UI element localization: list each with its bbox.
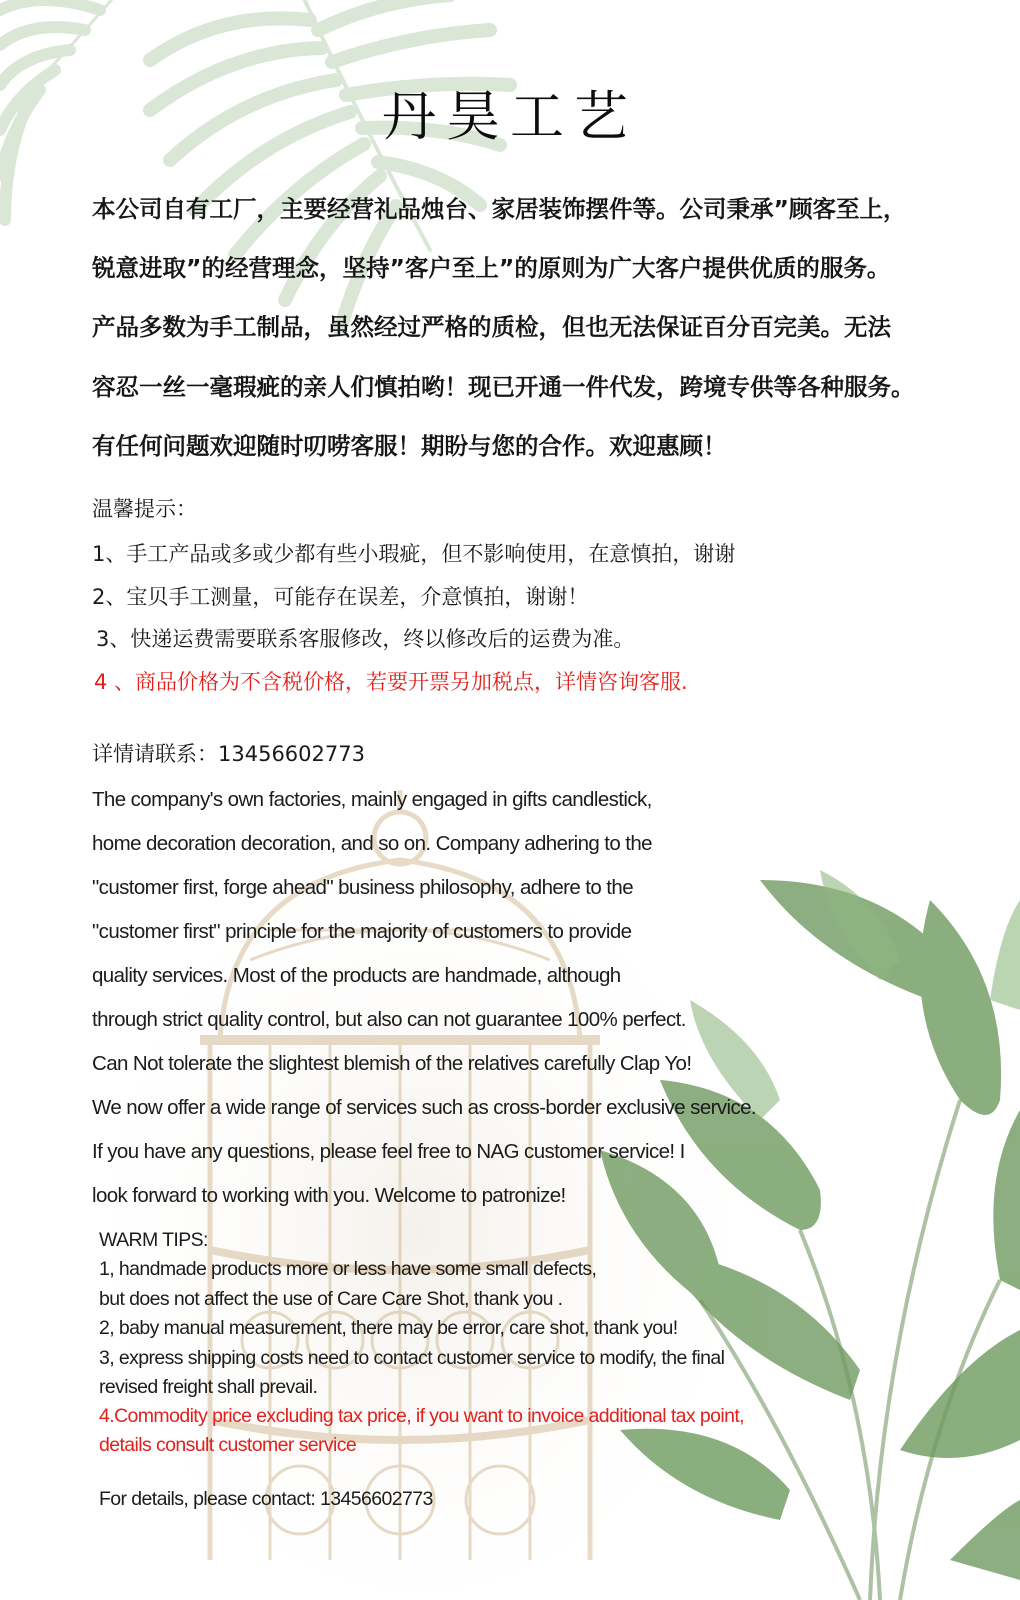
tip-item-1: 1、手工产品或多或少都有些小瑕疵，但不影响使用，在意慎拍，谢谢 <box>92 542 736 566</box>
english-line-6: through strict quality control, but also can not guarantee 100% perfect. <box>92 1008 686 1031</box>
tip-item-3: 3、快递运费需要联系客服修改，终以修改后的运费为准。 <box>96 627 635 651</box>
english-line-5: quality services. Most of the products are handmade, although <box>92 964 621 987</box>
english-tip-line-3: 2, baby manual measurement, there may be error, care shot, thank you! <box>99 1317 678 1339</box>
intro-line-3: 产品多数为手工制品，虽然经过严格的质检，但也无法保证百分百完美。无法 <box>92 313 891 341</box>
intro-line-1: 本公司自有工厂，主要经营礼品烛台、家居装饰摆件等。公司秉承”顾客至上， <box>92 195 907 223</box>
contact-phone-cn: 详情请联系：13456602773 <box>92 742 365 766</box>
intro-line-4: 容忍一丝一毫瑕疵的亲人们慎拍哟！现已开通一件代发，跨境专供等各种服务。 <box>92 373 915 401</box>
english-tip-line-4: 3, express shipping costs need to contact customer service to modify, the final <box>99 1347 725 1369</box>
english-line-4: "customer first" principle for the majority of customers to provide <box>92 920 632 943</box>
english-tip-line-1: 1, handmade products more or less have some small defects, <box>99 1258 597 1280</box>
tips-heading: 温馨提示： <box>92 497 197 521</box>
english-tip-line-5: revised freight shall prevail. <box>99 1376 318 1398</box>
english-tip-line-7-warning: details consult customer service <box>99 1434 357 1456</box>
english-line-9: If you have any questions, please feel free to NAG customer service! I <box>92 1140 685 1163</box>
english-line-2: home decoration decoration, and so on. Company adhering to the <box>92 832 652 855</box>
english-line-3: "customer first, forge ahead" business philosophy, adhere to the <box>92 876 633 899</box>
tip-item-2: 2、宝贝手工测量，可能存在误差，介意慎拍，谢谢！ <box>92 585 589 609</box>
english-tip-line-6-warning: 4.Commodity price excluding tax price, if you want to invoice additional tax point, <box>99 1405 744 1427</box>
intro-line-5: 有任何问题欢迎随时叨唠客服！期盼与您的合作。欢迎惠顾！ <box>92 432 727 460</box>
tip-item-4-warning: 4 、商品价格为不含税价格，若要开票另加税点，详情咨询客服. <box>94 670 688 694</box>
contact-phone-en: For details, please contact: 13456602773 <box>99 1488 433 1510</box>
english-line-10: look forward to working with you. Welcome to patronize! <box>92 1184 566 1207</box>
english-tip-line-2: but does not affect the use of Care Care Shot, thank you . <box>99 1288 563 1310</box>
english-line-8: We now offer a wide range of services such as cross-border exclusive service. <box>92 1096 757 1119</box>
english-tips-heading: WARM TIPS: <box>99 1229 208 1251</box>
english-line-7: Can Not tolerate the slightest blemish of the relatives carefully Clap Yo! <box>92 1052 692 1075</box>
shop-title: 丹昊工艺 <box>382 85 638 148</box>
english-line-1: The company's own factories, mainly engaged in gifts candlestick, <box>92 788 652 811</box>
intro-line-2: 锐意进取”的经营理念，坚持”客户至上”的原则为广大客户提供优质的服务。 <box>92 254 891 282</box>
